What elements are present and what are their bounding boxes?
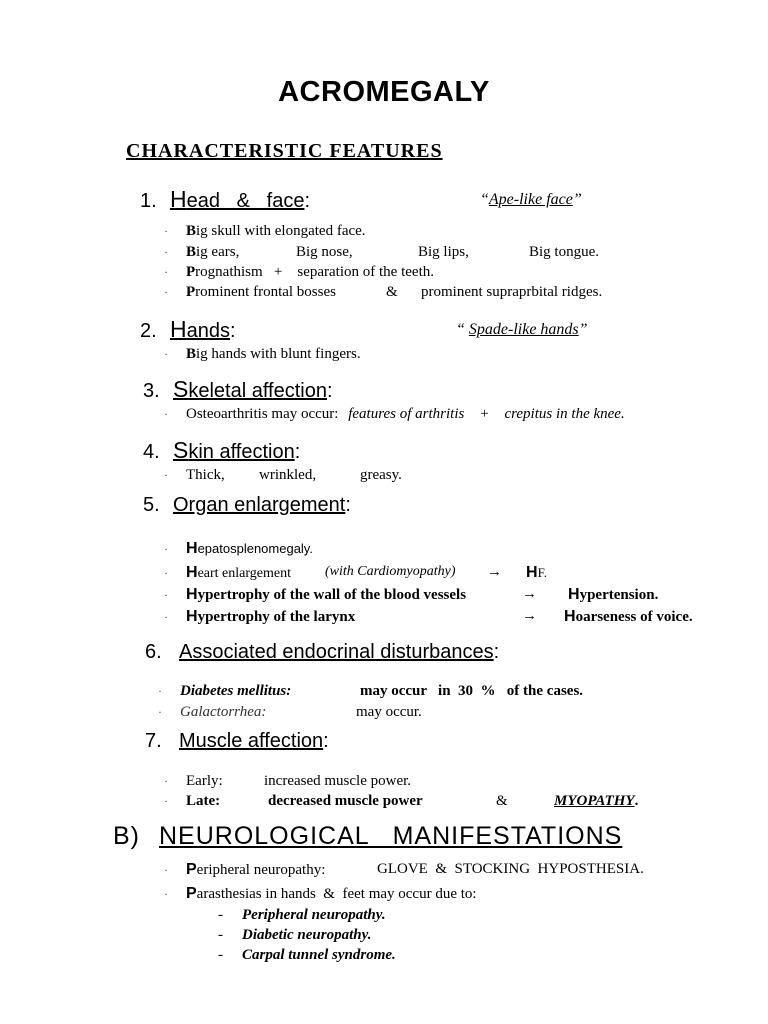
page-title: ACROMEGALY bbox=[278, 76, 490, 108]
list-item: · Diabetes mellitus: may occur in 30 % of the cases. bbox=[158, 683, 584, 699]
list-item: · Hypertrophy of the larynx → Hoarseness of voice. bbox=[164, 608, 693, 625]
list-item: · Big hands with blunt fingers. bbox=[164, 346, 361, 362]
cause-item: - Peripheral neuropathy. bbox=[218, 907, 386, 923]
list-item: · Hepatosplenomegaly. bbox=[164, 540, 313, 557]
list-item: · Heart enlargement (with Cardiomyopathy) → HF. bbox=[164, 564, 548, 581]
section-skeletal-heading: 3. Skeletal affection: bbox=[143, 376, 333, 402]
page-subtitle: CHARACTERISTIC FEATURES bbox=[126, 140, 443, 162]
list-item: · Late: decreased muscle power & MYOPATHY. bbox=[164, 793, 639, 809]
section-neuro-heading: B) NEUROLOGICAL MANIFESTATIONS bbox=[113, 822, 623, 850]
list-item: · Prominent frontal bosses & prominent supraprbital ridges. bbox=[164, 284, 603, 300]
section-hands-heading: 2. Hands: bbox=[140, 316, 236, 342]
list-item: · Peripheral neuropathy: GLOVE & STOCKING HYPOSTHESIA. bbox=[164, 861, 644, 878]
cause-item: - Diabetic neuropathy. bbox=[218, 927, 372, 943]
list-item: · Big ears, Big nose, Big lips, Big tongue. bbox=[164, 244, 599, 260]
section-hands-nickname: “ Spade-like hands” bbox=[456, 321, 588, 338]
section-skin-heading: 4. Skin affection: bbox=[143, 437, 301, 463]
section-organ-heading: 5. Organ enlargement: bbox=[143, 494, 351, 516]
list-item: · Galactorrhea: may occur. bbox=[158, 704, 422, 720]
section-muscle-heading: 7. Muscle affection: bbox=[145, 730, 329, 752]
list-item: · Osteoarthritis may occur: features of arthritis + crepitus in the knee. bbox=[164, 406, 625, 422]
list-item: · Big skull with elongated face. bbox=[164, 223, 366, 239]
list-item: · Hypertrophy of the wall of the blood vessels → Hypertension. bbox=[164, 586, 659, 603]
section-endocrine-heading: 6. Associated endocrinal disturbances: bbox=[145, 641, 500, 663]
cause-item: - Carpal tunnel syndrome. bbox=[218, 947, 396, 963]
list-item: · Parasthesias in hands & feet may occur due to: bbox=[164, 885, 477, 902]
section-head-nickname: “Ape-like face” bbox=[480, 191, 582, 208]
list-item: · Early: increased muscle power. bbox=[164, 773, 412, 789]
list-item: · Thick, wrinkled, greasy. bbox=[164, 467, 402, 483]
section-head-heading: 1. Head & face: bbox=[140, 186, 311, 212]
list-item: · Prognathism + separation of the teeth. bbox=[164, 264, 434, 280]
